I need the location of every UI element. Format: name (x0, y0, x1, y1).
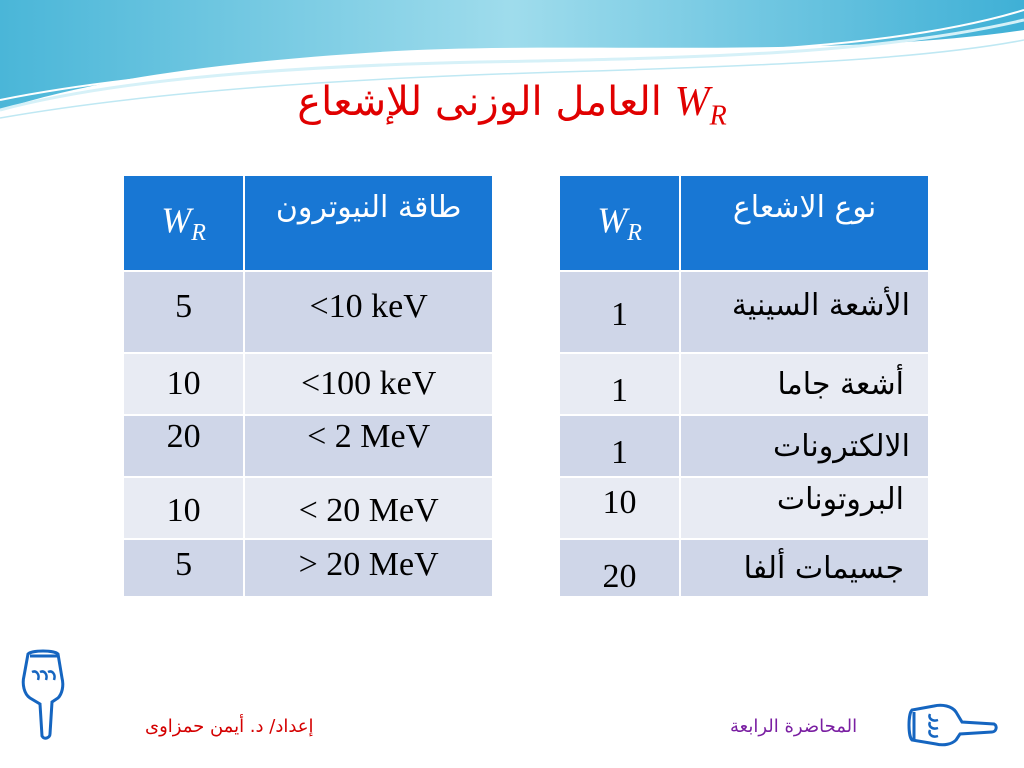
page-title (0, 78, 1024, 132)
energy-value: < 20 MeV (244, 477, 493, 539)
radiation-type: الالكترونات (680, 415, 929, 477)
author-credit: إعداد/ د. أيمن حمزاوى (145, 716, 314, 737)
radiation-type-header: نوع الاشعاع (680, 175, 929, 271)
table-row (123, 539, 493, 597)
wr-value: 10 (123, 353, 244, 415)
table-row (123, 477, 493, 539)
table-row (559, 477, 929, 539)
wr-value: 5 (123, 271, 244, 353)
energy-value: <10 keV (244, 271, 493, 353)
wr-value: 10 (559, 477, 680, 539)
wr-value: 20 (559, 539, 680, 597)
wr-value: 1 (559, 415, 680, 477)
wr-value: 10 (123, 477, 244, 539)
energy-value: > 20 MeV (244, 539, 493, 597)
neutron-energy-table (122, 174, 494, 598)
lecture-label: المحاضرة الرابعة (730, 716, 858, 737)
table-row (123, 271, 493, 353)
wr-value: 5 (123, 539, 244, 597)
table-row (559, 271, 929, 353)
title-text: العامل الوزنى للإشعاع (297, 79, 662, 125)
table-row (559, 539, 929, 597)
radiation-type-table (558, 174, 930, 598)
table-header-row (559, 175, 929, 271)
wr-value: 1 (559, 353, 680, 415)
wr-header: $W_R$ (123, 175, 244, 271)
wr-value: 20 (123, 415, 244, 477)
table-row (559, 353, 929, 415)
wr-header: $W_R$ (559, 175, 680, 271)
wr-value: 1 (559, 271, 680, 353)
table-row (123, 415, 493, 477)
neutron-energy-header: طاقة النيوترون (244, 175, 493, 271)
radiation-type: الأشعة السينية (680, 271, 929, 353)
radiation-type: البروتونات (680, 477, 929, 539)
hand-pointing-right-icon[interactable] (906, 700, 998, 750)
radiation-type: أشعة جاما (680, 353, 929, 415)
table-header-row (123, 175, 493, 271)
radiation-type: جسيمات ألفا (680, 539, 929, 597)
table-row (559, 415, 929, 477)
table-row (123, 353, 493, 415)
energy-value: < 2 MeV (244, 415, 493, 477)
title-symbol: $W_R$ (674, 79, 727, 132)
energy-value: <100 keV (244, 353, 493, 415)
hand-pointing-down-icon[interactable] (18, 648, 68, 740)
